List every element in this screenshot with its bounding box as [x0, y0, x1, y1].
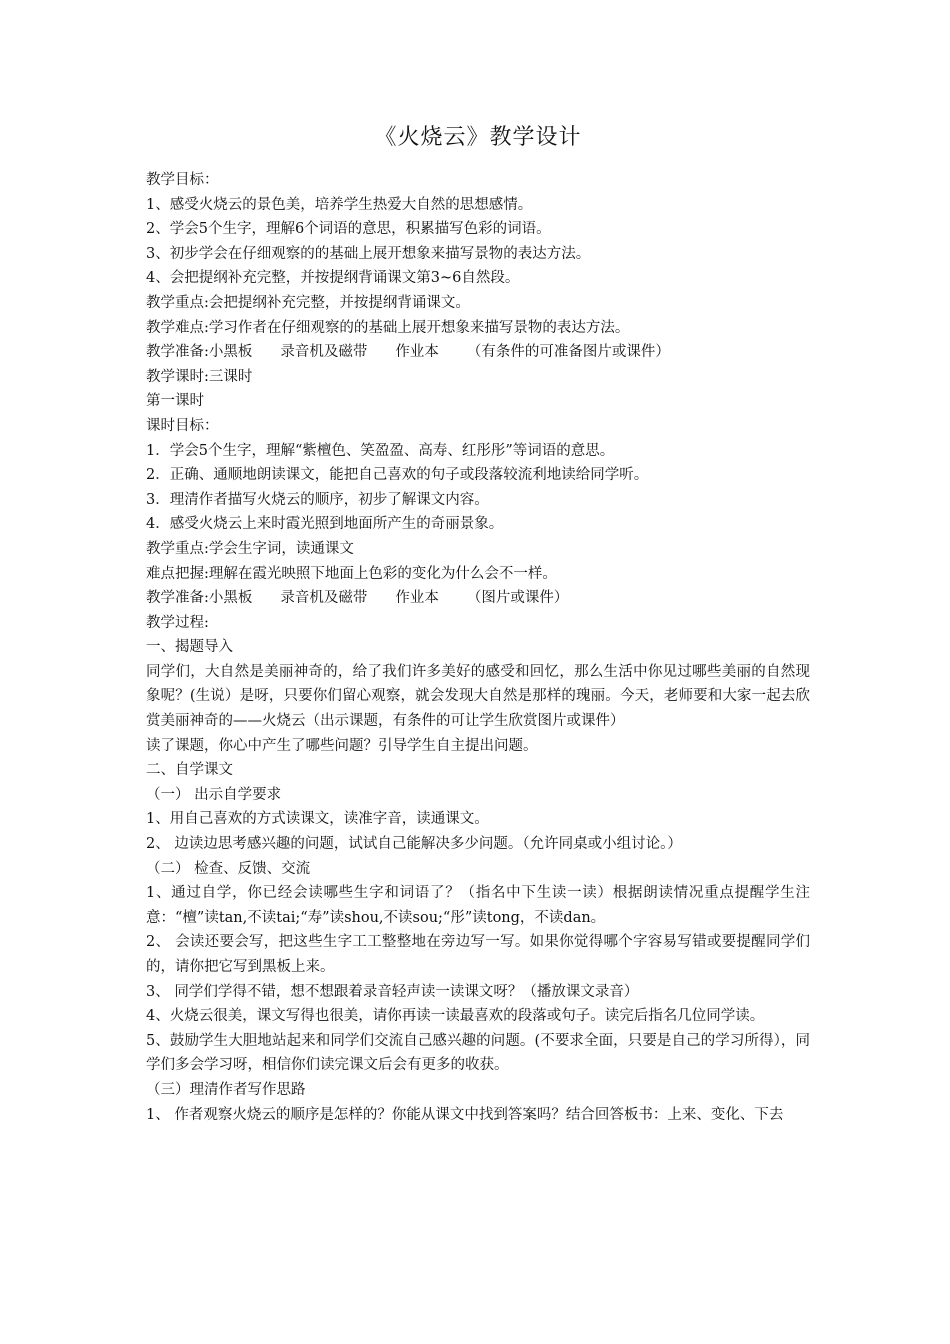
subsection-heading: （一） 出示自学要求 — [146, 786, 282, 803]
subsection-heading: （二） 检查、反馈、交流 — [146, 860, 311, 877]
text-line: 教学难点:学习作者在仔细观察的的基础上展开想象来描写景物的表达方法。 — [146, 319, 630, 336]
text-line: 3、初步学会在仔细观察的的基础上展开想象来描写景物的表达方法。 — [146, 245, 591, 262]
text-line: 2、学会5个生字，理解6个词语的意思，积累描写色彩的词语。 — [146, 221, 551, 238]
text-line: 教学课时:三课时 — [146, 368, 253, 385]
text-line: 教学目标： — [146, 172, 219, 188]
paragraph: 4、火烧云很美，课文写得也很美，请你再读一读最喜欢的段落或句子。读完后指名几位同学读。 — [146, 1008, 765, 1025]
text-line: 读了课题，你心中产生了哪些问题？引导学生自主提出问题。 — [146, 737, 538, 754]
text-line: 1、用自己喜欢的方式读课文，读准字音，读通课文。 — [146, 811, 489, 828]
text-line: 3、 同学们学得不错，想不想跟着录音轻声读一读课文呀？（播放课文录音） — [146, 983, 639, 1000]
text-line: 2．正确、通顺地朗读课文，能把自己喜欢的句子或段落较流利地读给同学听。 — [146, 467, 649, 484]
paragraph: 2、 会读还要会写，把这些生字工工整整地在旁边写一写。如果你觉得哪个字容易写错或要提醒同学们的，请你把它写到黑板上来。 — [146, 934, 810, 975]
text-line: 第一课时 — [146, 393, 204, 410]
text-line: 难点把握:理解在霞光映照下地面上色彩的变化为什么会不一样。 — [146, 565, 557, 582]
paragraph: 1、 作者观察火烧云的顺序是怎样的？你能从课文中找到答案吗？结合回答板书：上来、变化、下去 — [146, 1106, 784, 1123]
text-line: 4、会把提纲补充完整，并按提纲背诵课文第3~6自然段。 — [146, 270, 520, 287]
text-line: 1、感受火烧云的景色美，培养学生热爱大自然的思想感情。 — [146, 196, 533, 213]
paragraph: 同学们，大自然是美丽神奇的，给了我们许多美好的感受和回忆，那么生活中你见过哪些美丽的自然现象呢？(生说）是呀，只要你们留心观察，就会发现大自然是那样的瑰丽。今天，老师要和大家一起去欣赏美丽神奇的——火烧云（出示课题，有条件的可让学生欣赏图片或课件） — [146, 663, 810, 730]
text-line: 课时目标： — [146, 417, 219, 434]
document-title: 《火烧云》教学设计 — [374, 125, 582, 150]
text-line: 2、 边读边思考感兴趣的问题，试试自己能解决多少问题。（允许同桌或小组讨论。） — [146, 836, 682, 853]
teaching-prep-line: 教学准备:小黑板 录音机及磁带 作业本 （图片或课件） — [146, 590, 569, 607]
teaching-prep-line: 教学准备:小黑板 录音机及磁带 作业本 （有条件的可准备图片或课件） — [146, 344, 670, 361]
subsection-heading: （三）理清作者写作思路 — [146, 1081, 306, 1098]
paragraph: 5、鼓励学生大胆地站起来和同学们交流自己感兴趣的问题。(不要求全面，只要是自己的学习所得），同学们多会学习呀，相信你们读完课文后会有更多的收获。 — [146, 1032, 810, 1074]
paragraph: 1、通过自学，你已经会读哪些生字和词语了？（指名中下生读一读）根据朗读情况重点提醒学生注意：“檀”读tan,不读tai;“寿”读shou,不读sou;“彤”读tong，不读dan。 — [146, 885, 810, 926]
text-line: 4．感受火烧云上来时霞光照到地面所产生的奇丽景象。 — [146, 516, 504, 533]
text-line: 教学过程: — [146, 614, 209, 631]
section-heading: 二、自学课文 — [146, 762, 233, 779]
text-line: 3．理清作者描写火烧云的顺序，初步了解课文内容。 — [146, 491, 489, 508]
text-line: 教学重点:会把提纲补充完整，并按提纲背诵课文。 — [146, 294, 470, 311]
document-body — [146, 168, 810, 1127]
text-line: 教学重点:学会生字词，读通课文 — [146, 540, 354, 557]
section-heading: 一、揭题导入 — [146, 639, 233, 656]
text-line: 1．学会5个生字，理解“紫檀色、笑盈盈、高寿、红彤彤”等词语的意思。 — [146, 442, 615, 459]
